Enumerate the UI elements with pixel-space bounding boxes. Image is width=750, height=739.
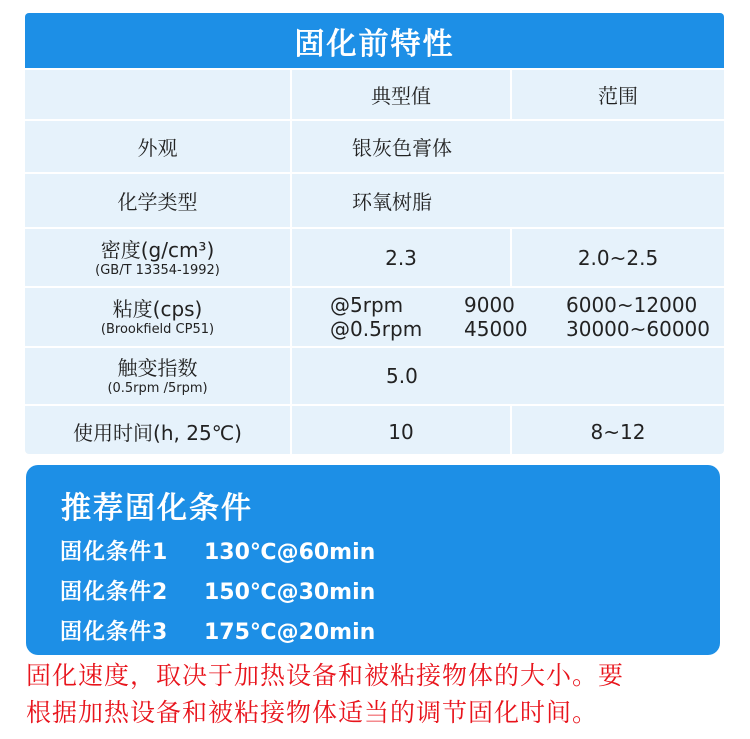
header-typical: 典型值	[291, 69, 511, 120]
viscosity-value-1: 9000	[464, 293, 515, 317]
chem-type-value: 环氧树脂	[291, 173, 724, 228]
cure-condition-3	[60, 615, 375, 646]
cure-condition-name: 固化条件3	[60, 620, 169, 645]
cure-condition-2	[60, 575, 375, 606]
chem-type-label: 化学类型	[25, 173, 291, 228]
thixo-label-cell	[25, 347, 291, 405]
cure-title: 推荐固化条件	[61, 491, 253, 526]
thixo-condition: (0.5rpm /5rpm)	[107, 381, 208, 396]
table-header-row	[25, 69, 724, 120]
header-blank-cell	[25, 69, 291, 120]
table-row	[25, 347, 724, 405]
viscosity-row-1	[292, 293, 724, 317]
density-typical: 2.3	[291, 228, 511, 287]
cure-note	[26, 657, 726, 731]
table-row	[25, 287, 724, 347]
panel-title: 固化前特性	[25, 13, 724, 68]
density-label: 密度(g/cm³)	[100, 237, 215, 262]
table-row	[25, 405, 724, 454]
viscosity-label: 粘度(cps)	[112, 297, 203, 321]
note-line-1: 固化速度，取决于加热设备和被粘接物体的大小。要	[26, 661, 625, 690]
thixo-typical: 5.0	[291, 347, 724, 405]
cure-condition-name: 固化条件1	[60, 540, 169, 565]
work-life-range: 8~12	[511, 405, 724, 454]
table-row	[25, 173, 724, 228]
note-line-2: 根据加热设备和被粘接物体适当的调节固化时间。	[26, 698, 599, 727]
table-row	[25, 120, 724, 173]
density-range: 2.0~2.5	[511, 228, 724, 287]
pre-cure-properties-panel	[25, 13, 724, 454]
cure-condition-1	[60, 535, 375, 566]
cure-condition-value: 175℃@20min	[204, 620, 376, 645]
thixo-label: 触变指数	[117, 356, 198, 380]
viscosity-values-cell	[291, 287, 724, 347]
table-row	[25, 228, 724, 287]
viscosity-standard: (Brookfield CP51)	[100, 322, 215, 337]
cure-condition-value: 130℃@60min	[204, 540, 376, 565]
density-standard: (GB/T 13354-1992)	[95, 262, 220, 278]
header-range: 范围	[511, 69, 724, 120]
viscosity-range-1: 6000~12000	[566, 293, 698, 317]
properties-table	[25, 68, 724, 454]
viscosity-row-2	[292, 317, 724, 341]
work-life-label: 使用时间(h, 25℃)	[25, 405, 291, 454]
viscosity-speed-1: @5rpm	[330, 293, 404, 317]
density-label-cell	[25, 228, 291, 287]
viscosity-range-2: 30000~60000	[566, 317, 711, 341]
cure-condition-name: 固化条件2	[60, 580, 169, 605]
viscosity-value-2: 45000	[464, 317, 528, 341]
cure-condition-value: 150℃@30min	[204, 580, 376, 605]
appearance-label: 外观	[25, 120, 291, 173]
appearance-value: 银灰色膏体	[291, 120, 724, 173]
work-life-typical: 10	[291, 405, 511, 454]
viscosity-label-cell	[25, 287, 291, 347]
cure-conditions-panel	[26, 465, 720, 655]
viscosity-speed-2: @0.5rpm	[330, 317, 423, 341]
